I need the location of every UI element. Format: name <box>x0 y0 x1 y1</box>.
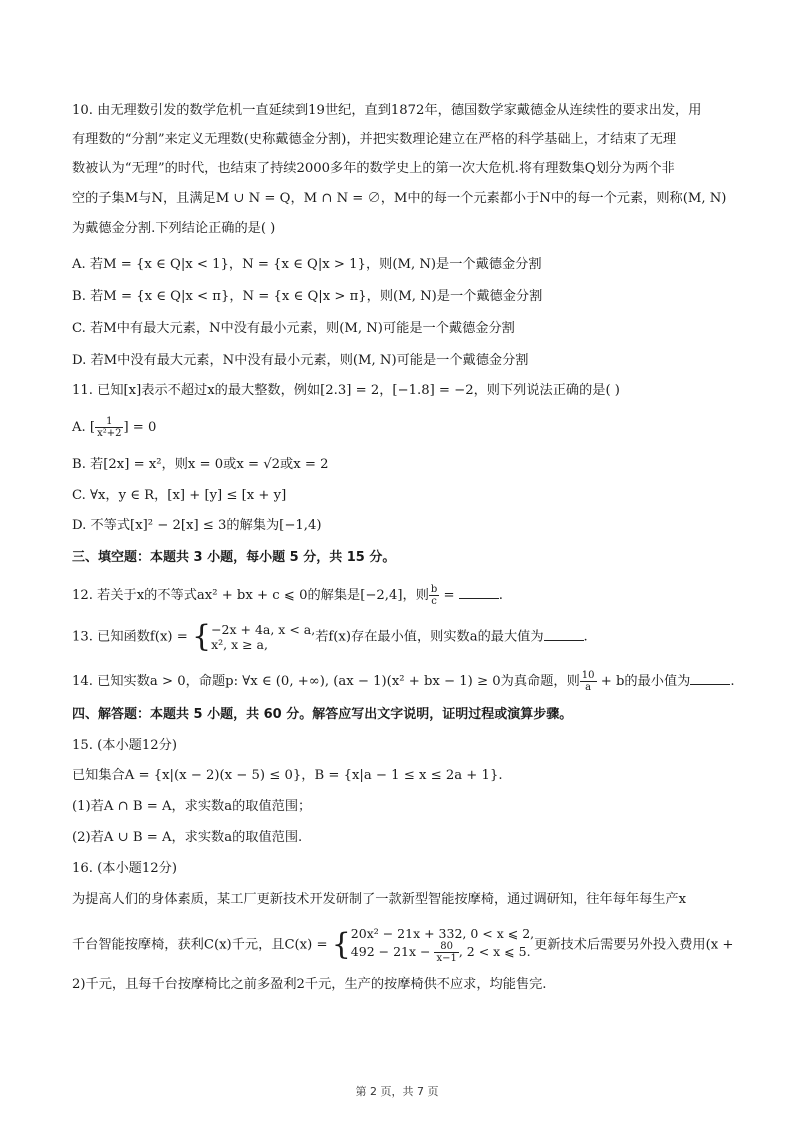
q16-line2 <box>72 926 733 964</box>
q16-line3: 2)千元，且每千台按摩椅比之前多盈利2千元，生产的按摩椅供不应求，均能售完. <box>72 977 547 992</box>
q16-case-2-numerator: 80 <box>434 941 458 953</box>
q15-stem: 已知集合A = {x|(x − 2)(x − 5) ≤ 0}，B = {x|a − 1 ≤ x ≤ 2a + 1}. <box>72 768 503 783</box>
q11-option-a <box>72 416 156 439</box>
q16-case-1: 20x² − 21x + 332, 0 < x ⩽ 2, <box>350 926 535 941</box>
q16-case-2-fraction <box>434 941 458 964</box>
q16-cases <box>351 926 534 964</box>
q10-line2: 有理数的“分割”来定义无理数(史称戴德金分割)，并把实数理论建立在严格的科学基础上，才结束了无理 <box>72 132 677 147</box>
q13 <box>72 619 588 654</box>
section-4-heading: 四、解答题：本题共 5 小题，共 60 分。解答应写出文字说明，证明过程或演算步骤。 <box>72 707 573 722</box>
q14-answer-blank <box>690 672 730 685</box>
q16-case-2-prefix: 492 − 21x − <box>350 944 435 959</box>
q13-end: . <box>583 629 588 645</box>
q12-numerator: b <box>430 584 438 595</box>
q10-option-b: B. 若M = {x ∈ Q|x < π}，N = {x ∈ Q|x > π}，则(M, N)是一个戴德金分割 <box>72 289 543 304</box>
q15-part-1: (1)若A ∩ B = A，求实数a的取值范围； <box>72 799 312 814</box>
q15-title: 15. (本小题12分) <box>72 738 177 753</box>
q16-line2-suffix: 更新技术后需要另外投入费用(x + <box>534 937 734 953</box>
q13-answer-blank <box>544 628 584 641</box>
q13-prefix: 13. 已知函数f(x) = <box>72 629 192 645</box>
q13-brace: { <box>191 619 212 654</box>
q11-option-a-numerator: 1 <box>95 416 123 428</box>
q12-denominator: c <box>431 596 437 607</box>
q11-option-a-fraction <box>95 416 123 439</box>
q14 <box>72 670 735 693</box>
q16-case-2-suffix: , 2 < x ⩽ 5. <box>458 944 531 959</box>
q12-suffix: = <box>439 588 459 603</box>
q14-suffix: + b的最小值为 <box>596 674 691 689</box>
q10-line3: 数被认为“无理”的时代，也结束了持续2000多年的数学史上的第一次大危机.将有理数集Q划分为两个非 <box>72 161 675 176</box>
q11-option-a-denominator: x²+2 <box>97 428 122 439</box>
q12-fraction <box>429 584 439 607</box>
q16-line1: 为提高人们的身体素质，某工厂更新技术开发研制了一款新型智能按摩椅，通过调研知，往年每年每生产x <box>72 892 687 907</box>
q10-line5: 为戴德金分割.下列结论正确的是( ) <box>72 221 276 236</box>
q12-end: . <box>498 588 503 603</box>
q13-suffix: 若f(x)存在最小值，则实数a的最大值为 <box>315 629 544 645</box>
q10-option-a: A. 若M = {x ∈ Q|x < 1}，N = {x ∈ Q|x > 1}，则(M, N)是一个戴德金分割 <box>72 257 542 272</box>
q14-end: . <box>730 674 735 689</box>
q11-option-a-prefix: A. [ <box>72 420 96 435</box>
q14-fraction <box>580 670 597 693</box>
q14-denominator: a <box>585 682 592 693</box>
q10-option-d: D. 若M中没有最大元素，N中没有最小元素，则(M, N)可能是一个戴德金分割 <box>72 353 529 368</box>
q11-option-b: B. 若[2x] = x²，则x = 0或x = √2或x = 2 <box>72 457 329 472</box>
q10-line4: 空的子集M与N，且满足M ∪ N = Q，M ∩ N = ∅，M中的每一个元素都小于N中的每一个元素，则称(M, N) <box>72 191 727 206</box>
q14-prefix: 14. 已知实数a > 0，命题p: ∀x ∈ (0, +∞), (ax − 1)(x² + bx − 1) ≥ 0为真命题，则 <box>72 674 580 689</box>
q11-option-d: D. 不等式[x]² − 2[x] ≤ 3的解集为[−1,4) <box>72 518 322 533</box>
q16-title: 16. (本小题12分) <box>72 861 177 876</box>
q16-case-2 <box>351 941 534 964</box>
q11-stem: 11. 已知[x]表示不超过x的最大整数，例如[2.3] = 2，[−1.8] = −2，则下列说法正确的是( ) <box>72 383 620 398</box>
q12-answer-blank <box>459 586 499 599</box>
q13-case-2: x², x ≥ a, <box>211 637 268 652</box>
q16-line2-prefix: 千台智能按摩椅，获利C(x)千元，且C(x) = <box>72 937 332 953</box>
q10-line1: 10. 由无理数引发的数学危机一直延续到19世纪，直到1872年，德国数学家戴德金从连续性的要求出发，用 <box>72 103 702 118</box>
q12 <box>72 584 503 607</box>
q12-prefix: 12. 若关于x的不等式ax² + bx + c ⩽ 0的解集是[−2,4]，则 <box>72 588 429 603</box>
q15-part-2: (2)若A ∪ B = A，求实数a的取值范围. <box>72 830 303 845</box>
q10-option-c: C. 若M中有最大元素，N中没有最小元素，则(M, N)可能是一个戴德金分割 <box>72 321 515 336</box>
q16-case-2-denominator: x−1 <box>436 953 457 964</box>
q11-option-c: C. ∀x，y ∈ R，[x] + [y] ≤ [x + y] <box>72 488 287 503</box>
page-footer: 第 2 页，共 7 页 <box>355 1085 439 1098</box>
q13-cases <box>211 622 315 652</box>
q16-brace: { <box>331 927 351 962</box>
q14-numerator: 10 <box>581 670 595 681</box>
q11-option-a-suffix: ] = 0 <box>123 420 157 435</box>
section-3-heading: 三、填空题：本题共 3 小题，每小题 5 分，共 15 分。 <box>72 550 396 565</box>
q13-case-1: −2x + 4a, x < a, <box>211 622 316 637</box>
